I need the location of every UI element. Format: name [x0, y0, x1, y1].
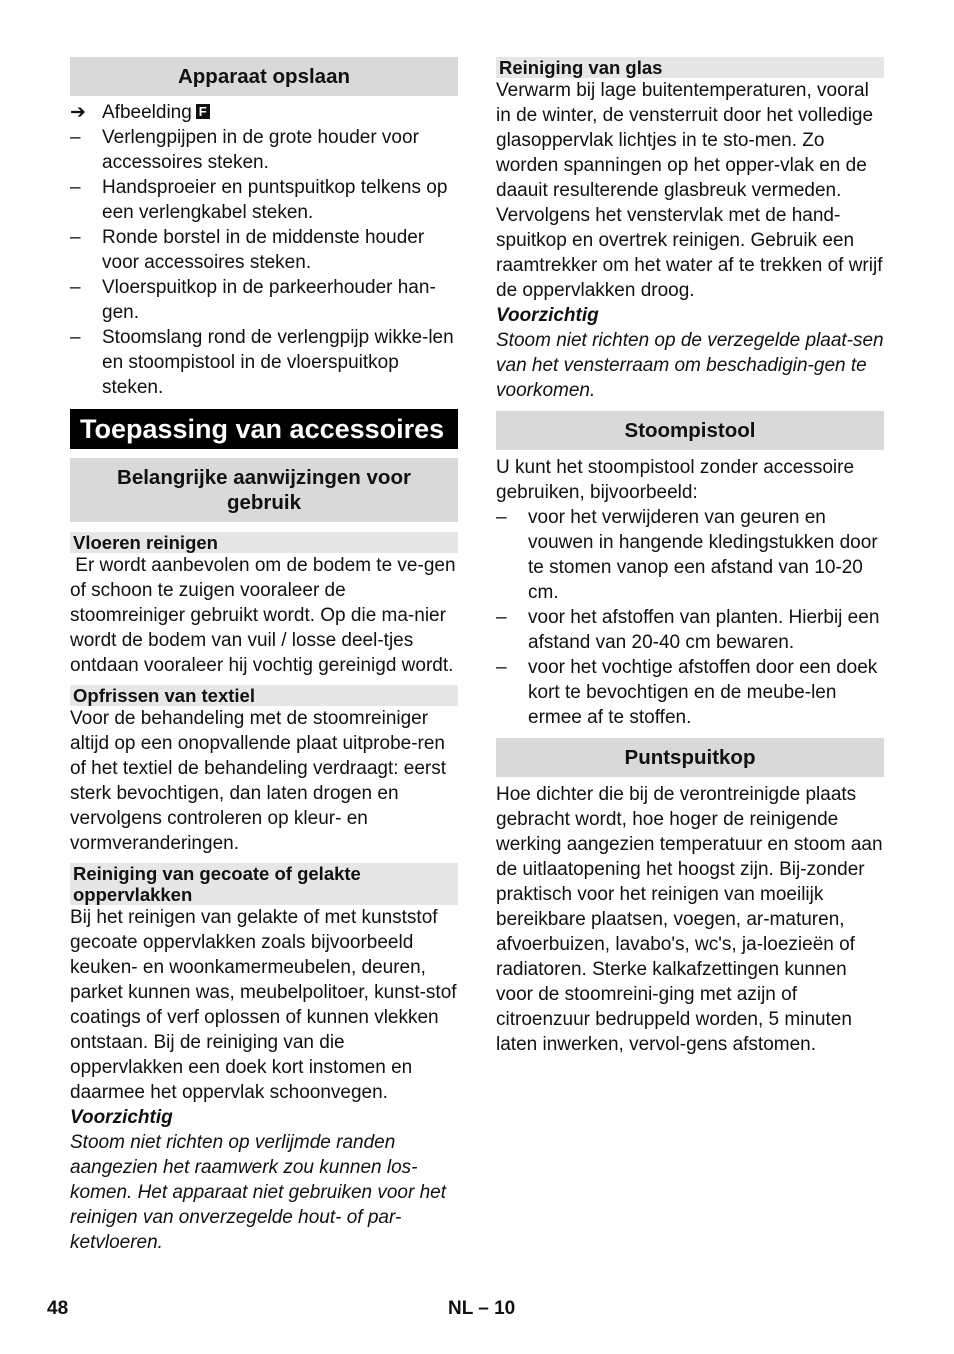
- subheading-floors: Vloeren reinigen: [70, 532, 458, 553]
- figure-reference: [70, 100, 458, 125]
- section-heading-nozzle: Puntspuitkop: [496, 738, 884, 777]
- dash-marker: –: [70, 327, 81, 348]
- section-page-label: NL – 10: [448, 1298, 516, 1319]
- page-number: 48: [47, 1298, 69, 1319]
- subheading-glass: Reiniging van glas: [496, 57, 884, 78]
- floors-text: Er wordt aanbevolen om de bodem te ve-gen of schoon te zuigen vooraleer de stoomreiniger gebruikt wordt. Op die ma-nier wordt de bodem van vuil / losse deel-tjes ontdaan vooraleer hij vochtig gereinigd wordt.: [70, 555, 461, 676]
- chapter-title: Toepassing van accessoires: [70, 409, 458, 449]
- steam-gun-intro: U kunt het stoompistool zonder accessoire gebruiken, bijvoorbeeld:: [496, 457, 855, 503]
- textile-text: Voor de behandeling met de stoomreiniger altijd op een onopvallende plaat uitprobe-ren of het textiel de behandeling verdraagt: eerst sterk bevochtigen, dan laten drogen en vervolgens controleren op kleur- en vormveranderingen.: [70, 708, 447, 854]
- section-heading-store: Apparaat opslaan: [70, 57, 458, 96]
- section-heading-steam-gun: Stoompistool: [496, 411, 884, 450]
- figure-badge: F: [196, 104, 210, 119]
- coated-text: Bij het reinigen van gelakte of met kunststof gecoate oppervlakken zoals bijvoorbeeld keuken- en woonkamermeubelen, deuren, parket kunnen was, meubelpolitoer, kunst-stof coatings of verf oplossen of kunnen vlekken ontstaan. Bij de reiniging van die oppervlakken een doek kort instomen en daarmee het oppervlak schoonvegen.: [70, 907, 457, 1103]
- dash-marker: –: [70, 127, 81, 148]
- list-item: – Vloerspuitkop in de parkeerhouder han-gen.: [70, 277, 436, 323]
- list-item: – Ronde borstel in de middenste houder voor accessoires steken.: [70, 227, 425, 273]
- dash-marker: –: [70, 177, 81, 198]
- dash-marker: –: [70, 227, 81, 248]
- subheading-textile: Opfrissen van textiel: [70, 685, 458, 706]
- list-item: – voor het verwijderen van geuren en vouwen in hangende kledingstukken door te stomen vanop een afstand van 10-20 cm.: [496, 507, 878, 603]
- left-column: [70, 57, 461, 1255]
- list-item: – voor het vochtige afstoffen door een doek kort te bevochtigen en de meube-len ermee af te stoffen.: [496, 657, 878, 728]
- glass-text-2: Vervolgens het venstervlak met de hand-spuitkop en overtrek reinigen. Gebruik een raamtrekker om het water af te trekken of wrijf de oppervlakken droog.: [496, 205, 883, 301]
- right-column: [496, 57, 884, 1057]
- section-heading-important: Belangrijke aanwijzingen voor gebruik: [70, 458, 458, 522]
- arrow-right-icon: ➔: [70, 102, 86, 123]
- list-item: – Handsproeier en puntspuitkop telkens op een verlengkabel steken.: [70, 177, 448, 223]
- caution-text: Stoom niet richten op verlijmde randen aangezien het raamwerk zou kunnen los-komen. Het apparaat niet gebruiken voor het reinigen van onverzegelde hout- of par-ketvloeren.: [70, 1132, 447, 1253]
- list-item: – Stoomslang rond de verlengpijp wikke-len en stoompistool in de vloerspuitkop steken.: [70, 327, 454, 398]
- glass-text-1: Verwarm bij lage buitentemperaturen, vooral in de winter, de vensterruit door het volledige glasoppervlak lichtjes in te sto-men. Zo worden spanningen op het opper-vlak en de daauit resulterende glasbreuk vermeden.: [496, 80, 874, 201]
- list-item: – voor het afstoffen van planten. Hierbij een afstand van 20-40 cm bewaren.: [496, 607, 880, 653]
- dash-marker: –: [70, 277, 81, 298]
- nozzle-text: Hoe dichter die bij de verontreinigde plaats gebracht wordt, hoe hoger de reinigende werking aangezien temperatuur en stoom aan de uitlaatopening het hoogst zijn. Bij-zonder praktisch voor het reinigen van moeilijk bereikbare plaatsen, voegen, ar-maturen, afvoerbuizen, lavabo's, wc's, ja-loezieën of radiatoren. Sterke kalkafzettingen kunnen voor de stoomreini-ging met azijn of citroenzuur bedruppeld worden, 5 minuten laten inwerken, vervol-gens afstomen.: [496, 784, 883, 1055]
- steam-gun-list: [496, 505, 884, 730]
- dash-marker: –: [496, 657, 507, 678]
- dash-marker: –: [496, 607, 507, 628]
- list-item: – Verlengpijpen in de grote houder voor accessoires steken.: [70, 127, 419, 173]
- caution-label: Voorzichtig: [70, 1107, 173, 1128]
- store-list: [70, 125, 458, 400]
- caution-text: Stoom niet richten op de verzegelde plaat-sen van het vensterraam om beschadigin-gen te voorkomen.: [496, 330, 884, 401]
- caution-label: Voorzichtig: [496, 305, 599, 326]
- subheading-coated: Reiniging van gecoate of gelakte oppervlakken: [70, 863, 458, 905]
- figure-reference-text: Afbeelding: [102, 102, 192, 123]
- dash-marker: –: [496, 507, 507, 528]
